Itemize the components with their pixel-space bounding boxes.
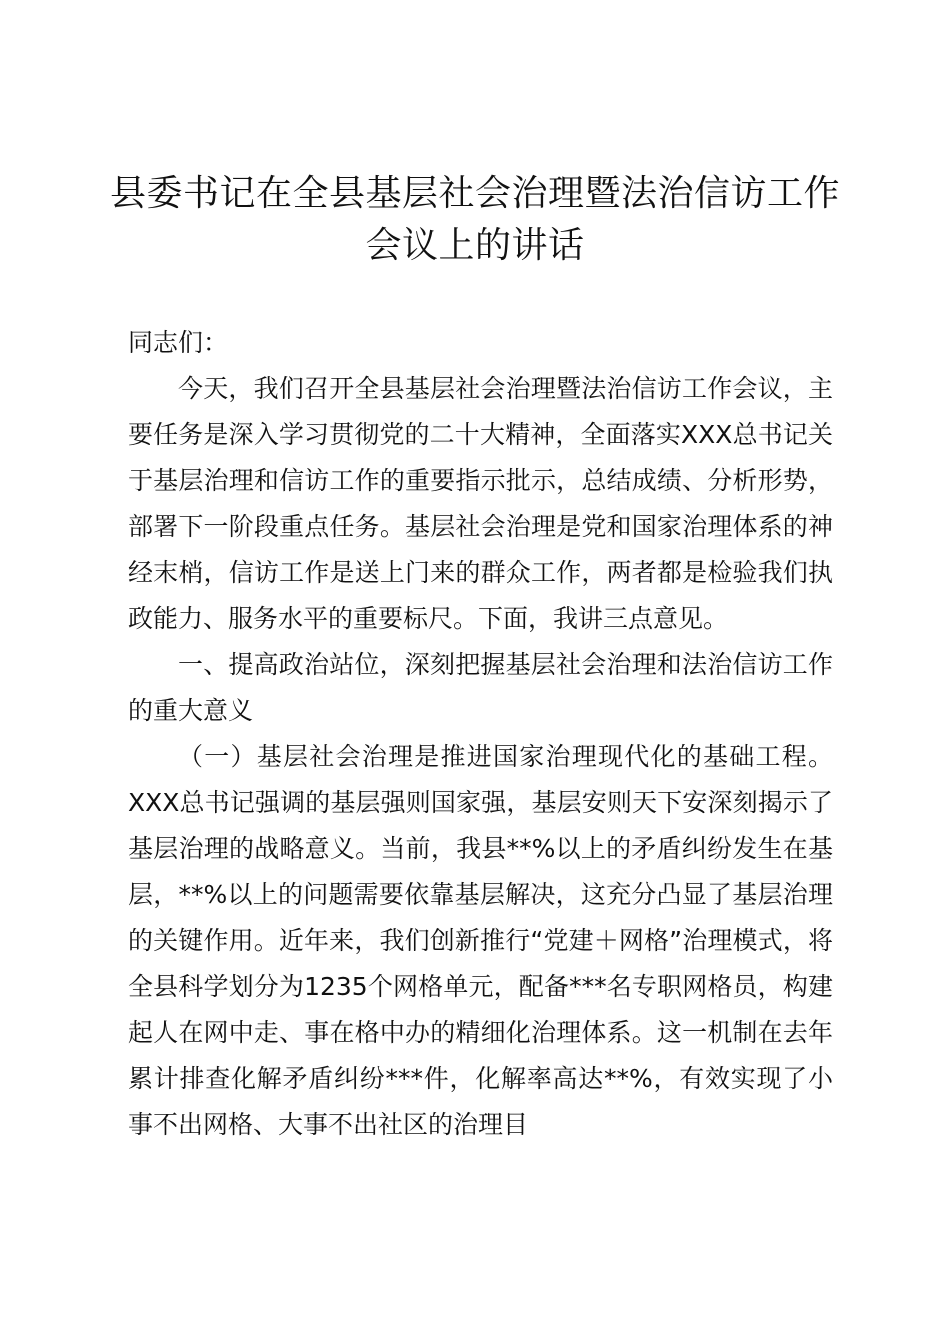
document-title [100,168,850,272]
salutation: 同志们： [128,328,229,357]
title-line-1: 县委书记在全县基层社会治理暨法治信访工作 [109,173,840,214]
paragraph-section-1-1: （一）基层社会治理是推进国家治理现代化的基础工程。XXX总书记强调的基层强则国家强，基层安则天下安深刻揭示了基层治理的战略意义。当前，我县**%以上的矛盾纠纷发生在基层，**%以上的问题需要依靠基层解决，这充分凸显了基层治理的关键作用。近年来，我们创新推行“党建＋网格”治理模式，将全县科学划分为1235个网格单元，配备***名专职网格员，构建起人在网中走、事在格中办的精细化治理体系。这一机制在去年累计排查化解矛盾纠纷***件，化解率高达**%，有效实现了小事不出网格、大事不出社区的治理目 [128,742,833,1139]
paragraph-intro: 今天，我们召开全县基层社会治理暨法治信访工作会议，主要任务是深入学习贯彻党的二十大精神，全面落实XXX总书记关于基层治理和信访工作的重要指示批示，总结成绩、分析形势，部署下一阶段重点任务。基层社会治理是党和国家治理体系的神经末梢，信访工作是送上门来的群众工作，两者都是检验我们执政能力、服务水平的重要标尺。下面，我讲三点意见。 [128,374,833,633]
document-body [128,320,833,1148]
section-heading-1: 一、提高政治站位，深刻把握基层社会治理和法治信访工作的重大意义 [128,650,833,725]
title-line-2: 会议上的讲话 [365,225,585,266]
